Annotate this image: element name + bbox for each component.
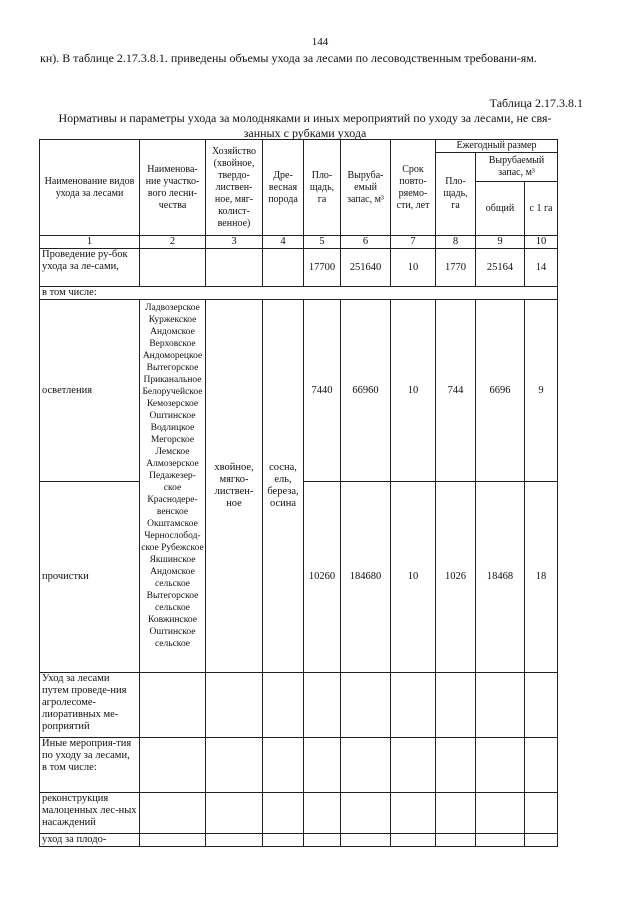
norms-table [39,139,558,847]
row-provedenie-period: 10 [391,249,436,287]
row-provedenie-annual-total: 25164 [476,249,525,287]
row-osvetlenie-annual-area: 744 [436,300,476,482]
row-rekonstruktsiya-name: реконструкция малоценных лес-ных насаждений [40,793,140,834]
page-number: 144 [311,36,329,48]
header-forestry: Наименова-ние участко-вого лесни-чества [140,140,206,236]
row-osvetlenie-annual-per-ha: 9 [525,300,558,482]
row-osvetlenie-period: 10 [391,300,436,482]
col-number: 4 [263,236,304,249]
header-species: Дре-весная порода [263,140,304,236]
col-number: 7 [391,236,436,249]
header-farm: Хозяйство (хвойное, твердо-листвен-ное, мяг-колист-венное) [206,140,263,236]
row-uhod-agro-name: Уход за лесами путем проведе-ния агролесоме-лиоративных ме-роприятий [40,673,140,738]
col-number: 10 [525,236,558,249]
col-number: 2 [140,236,206,249]
table-label: Таблица 2.17.3.8.1 [489,96,583,110]
row-osvetlenie-area: 7440 [304,300,341,482]
header-annual-total: общий [476,182,525,236]
row-prochistki-annual-total: 18468 [476,482,525,673]
row-v-tom-chisle: в том числе: [40,287,558,300]
row-provedenie-area: 17700 [304,249,341,287]
row-prochistki-volume: 184680 [341,482,391,673]
row-provedenie-annual-area: 1770 [436,249,476,287]
header-annual: Ежегодный размер [436,140,558,153]
row-osvetlenie-annual-total: 6696 [476,300,525,482]
header-volume: Выруба-емый запас, м³ [341,140,391,236]
row-prochistki-annual-area: 1026 [436,482,476,673]
col-number: 3 [206,236,263,249]
col-number: 6 [341,236,391,249]
row-prochistki-period: 10 [391,482,436,673]
col-number: 8 [436,236,476,249]
farm-type: хвойное, мягко-листвен-ное [206,300,263,673]
row-prochistki-area: 10260 [304,482,341,673]
header-annual-area: Пло-щадь, га [436,153,476,236]
row-provedenie-volume: 251640 [341,249,391,287]
col-number: 9 [476,236,525,249]
header-kind: Наименование видов ухода за лесами [40,140,140,236]
row-osvetlenie-name: осветления [40,300,140,482]
forestry-list: Ладвозерское Куржекское Андомское Верховское Андоморецкое Вытегорское Приканальное Белоручейское Кемозерское Оштинское Водлицкое Мегорское Лемское Алмозерское Педажезер-ское Краснодере-венское Окштамское Чернослобод-ское Рубежское Якшинское Андомское сельское Вытегорское сельское Ковжинское Оштинское сельское [140,300,206,673]
row-osvetlenie-volume: 66960 [341,300,391,482]
header-annual-volume: Вырубаемый запас, м³ [476,153,558,182]
row-provedenie-name: Проведение ру-бок ухода за ле-сами, [40,249,140,287]
table-title: Нормативы и параметры ухода за молодняками и иных мероприятий по уходу за лесами, не свя-занных с рубками ухода [58,111,552,140]
header-annual-per-ha: с 1 га [525,182,558,236]
row-inye-name: Иные мероприя-тия по уходу за лесами, в том числе: [40,738,140,793]
intro-paragraph: кн). В таблице 2.17.3.8.1. приведены объемы ухода за лесами по лесоводственным требовани-ям. [40,51,537,65]
species: сосна, ель, береза, осина [263,300,304,673]
header-area: Пло-щадь, га [304,140,341,236]
col-number: 5 [304,236,341,249]
col-number: 1 [40,236,140,249]
row-prochistki-annual-per-ha: 18 [525,482,558,673]
row-provedenie-annual-per-ha: 14 [525,249,558,287]
header-period: Срок повто-ряемо-сти, лет [391,140,436,236]
row-prochistki-name: прочистки [40,482,140,673]
row-uhod-plodo-name: уход за плодо- [40,834,140,847]
